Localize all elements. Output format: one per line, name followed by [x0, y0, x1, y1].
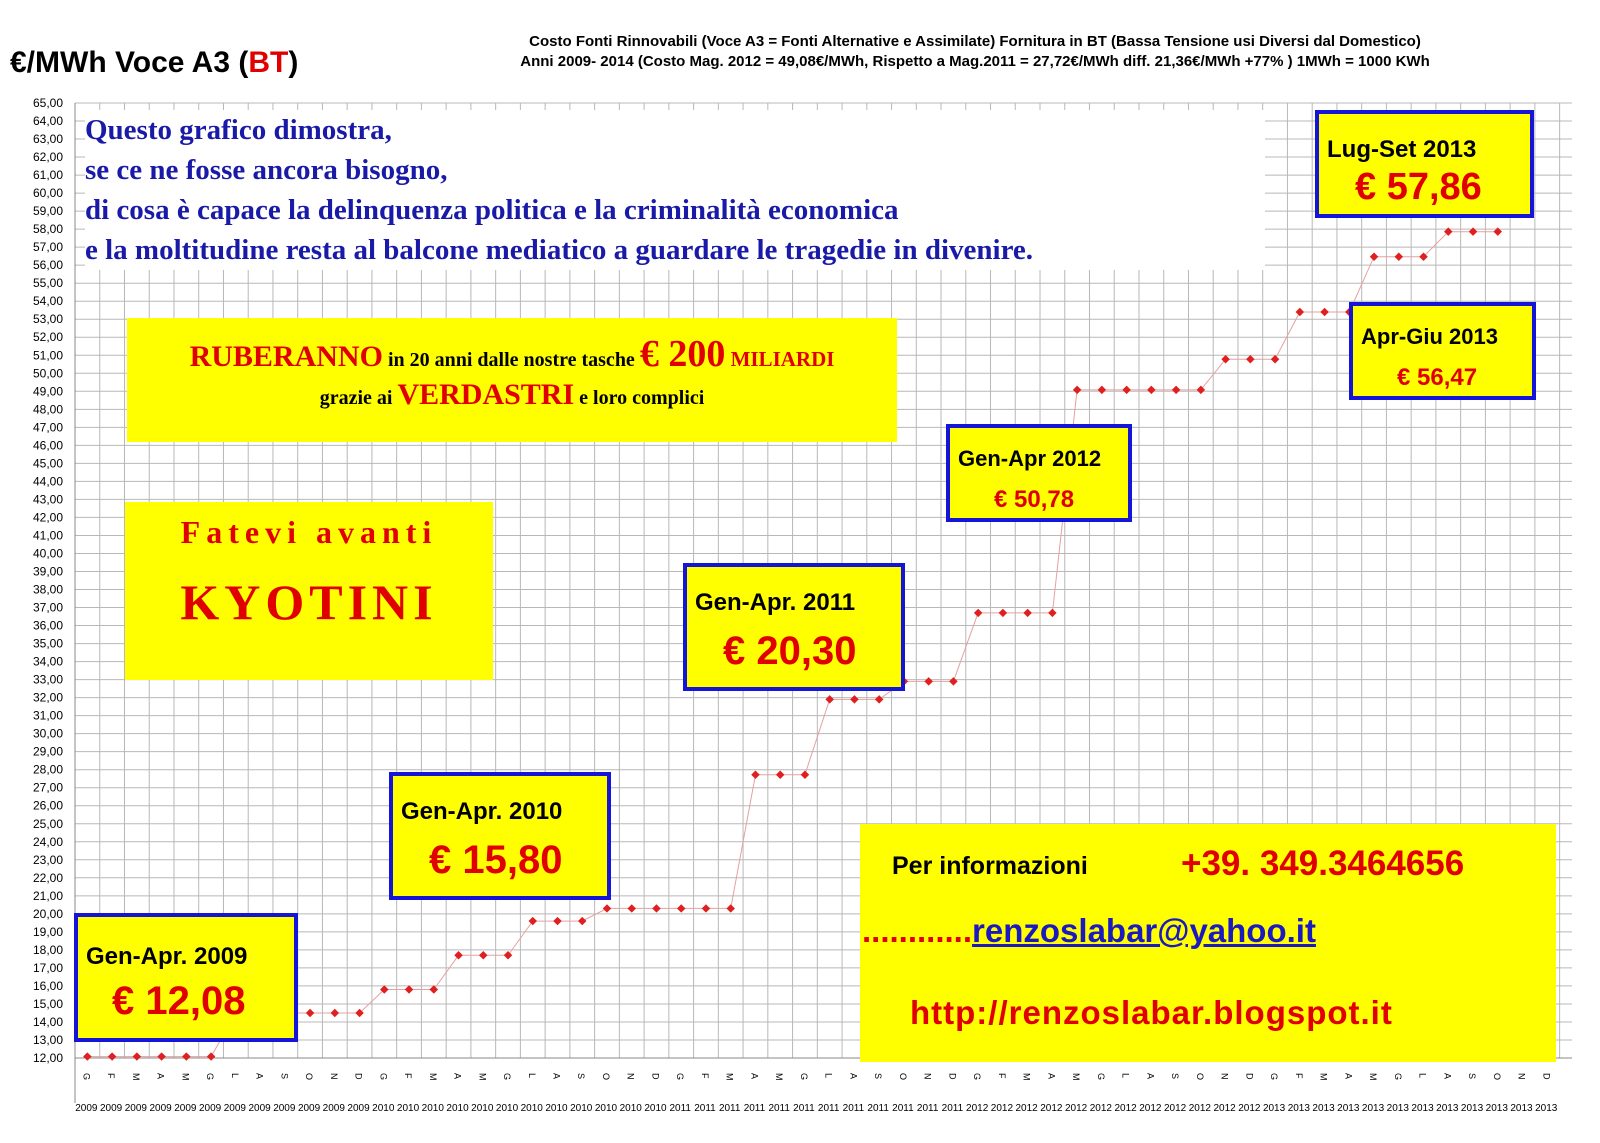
header-line-1: Costo Fonti Rinnovabili (Voce A3 = Fonti Alternative e Assimilate) Fornitura in BT (Bassa Tensione usi Diversi dal Domestico)	[529, 33, 1421, 50]
rubano-w3: € 200	[639, 333, 726, 375]
x-month-label: G	[972, 1073, 983, 1081]
callout-apr-giu-2013	[1349, 302, 1536, 400]
info-dots: ............	[862, 912, 973, 949]
y-tick-label: 29,00	[32, 744, 63, 759]
x-month-label: L	[1120, 1073, 1131, 1079]
x-year-label: 2010	[545, 1103, 568, 1114]
x-year-label: 2012	[1040, 1103, 1063, 1114]
x-month-label: F	[996, 1073, 1007, 1079]
y-tick-label: 37,00	[32, 600, 63, 615]
y-tick-label: 54,00	[32, 294, 63, 309]
x-month-label: M	[1071, 1073, 1082, 1081]
callout-2012	[946, 424, 1132, 522]
title-accent: BT	[248, 46, 289, 79]
callout-label: Apr-Giu 2013	[1361, 324, 1498, 349]
x-year-label: 2010	[372, 1103, 395, 1114]
y-tick-label: 13,00	[32, 1032, 63, 1047]
x-year-label: 2012	[1015, 1103, 1038, 1114]
x-month-label: D	[947, 1073, 958, 1080]
x-year-label: 2011	[743, 1103, 766, 1114]
y-tick-label: 65,00	[32, 96, 63, 110]
chart-title	[10, 46, 298, 80]
x-month-label: G	[798, 1073, 809, 1081]
info-email-line	[862, 912, 1316, 950]
data-point	[83, 1052, 91, 1060]
x-month-label: G	[675, 1073, 686, 1081]
y-tick-label: 50,00	[32, 366, 63, 381]
y-tick-label: 57,00	[32, 240, 63, 255]
data-point	[157, 1052, 165, 1060]
y-tick-label: 55,00	[32, 276, 63, 291]
x-year-label: 2011	[718, 1103, 741, 1114]
x-year-label: 2011	[867, 1103, 889, 1114]
x-month-label: D	[1541, 1073, 1552, 1080]
data-point	[108, 1052, 116, 1060]
x-year-label: 2012	[1238, 1103, 1261, 1114]
y-tick-label: 17,00	[32, 960, 63, 975]
x-year-label: 2010	[644, 1103, 667, 1114]
x-year-label: 2012	[1114, 1103, 1137, 1114]
data-point	[1320, 308, 1328, 316]
x-month-label: A	[1046, 1073, 1057, 1080]
x-year-label: 2012	[966, 1103, 989, 1114]
x-month-label: O	[304, 1073, 315, 1081]
data-point	[553, 917, 561, 925]
data-point	[1296, 308, 1304, 316]
x-year-label: 2010	[421, 1103, 444, 1114]
data-point	[1098, 386, 1106, 394]
x-month-label: A	[1145, 1073, 1156, 1080]
y-tick-label: 34,00	[32, 654, 63, 669]
y-tick-label: 25,00	[32, 816, 63, 831]
x-month-label: G	[378, 1073, 389, 1081]
callout-label: Gen-Apr. 2009	[86, 943, 248, 970]
x-year-label: 2012	[1213, 1103, 1236, 1114]
y-tick-label: 60,00	[32, 186, 63, 201]
x-month-label: M	[130, 1073, 141, 1081]
y-tick-label: 26,00	[32, 798, 63, 813]
x-month-label: M	[1368, 1073, 1379, 1081]
y-tick-label: 16,00	[32, 978, 63, 993]
x-month-label: M	[724, 1073, 735, 1081]
x-month-label: M	[1021, 1073, 1032, 1081]
x-year-label: 2010	[446, 1103, 469, 1114]
data-point	[1073, 386, 1081, 394]
x-year-label: 2012	[1089, 1103, 1112, 1114]
info-phone: +39. 349.3464656	[1181, 844, 1465, 883]
y-tick-label: 32,00	[32, 690, 63, 705]
x-month-label: G	[1269, 1073, 1280, 1081]
y-tick-label: 42,00	[32, 510, 63, 525]
x-year-label: 2010	[396, 1103, 420, 1114]
data-point	[1023, 609, 1031, 617]
y-tick-label: 49,00	[32, 384, 63, 399]
data-point	[726, 904, 734, 912]
x-year-label: 2013	[1312, 1103, 1335, 1114]
header-line-2: Anni 2009- 2014 (Costo Mag. 2012 = 49,08€/MWh, Rispetto a Mag.2011 = 27,72€/MWh diff. 21,36€/MWh +77% ) 1MWh = 1000 KWh	[520, 53, 1430, 70]
x-month-label: A	[155, 1073, 166, 1080]
y-tick-label: 61,00	[32, 168, 63, 183]
kyoto-box	[125, 502, 493, 680]
x-year-label: 2010	[570, 1103, 593, 1114]
x-year-label: 2011	[817, 1103, 840, 1114]
y-tick-label: 41,00	[32, 528, 63, 543]
callout-label: Gen-Apr. 2010	[401, 798, 563, 825]
callout-2010	[389, 772, 611, 900]
title-unit: €/MWh Voce A3 (	[10, 46, 249, 79]
y-tick-label: 48,00	[32, 402, 63, 417]
data-point	[1271, 355, 1279, 363]
callout-value: € 20,30	[723, 629, 857, 673]
x-year-label: 2011	[941, 1103, 964, 1114]
callout-2009	[74, 913, 298, 1042]
data-point	[133, 1052, 141, 1060]
x-month-label: O	[1194, 1073, 1205, 1081]
x-year-label: 2009	[223, 1103, 246, 1114]
rubano-w1: RUBERANNO	[189, 340, 383, 373]
y-tick-label: 38,00	[32, 582, 63, 597]
x-month-label: A	[452, 1073, 463, 1080]
x-year-label: 2009	[347, 1103, 370, 1114]
x-year-label: 2012	[1163, 1103, 1187, 1114]
info-box	[860, 824, 1556, 1062]
y-tick-label: 46,00	[32, 438, 63, 453]
data-point	[405, 985, 413, 993]
x-year-label: 2013	[1485, 1103, 1508, 1114]
data-point	[850, 695, 858, 703]
data-point	[1048, 609, 1056, 617]
x-year-label: 2013	[1436, 1103, 1459, 1114]
x-month-label: A	[1442, 1073, 1453, 1080]
rubano-w5: grazie ai	[319, 387, 398, 409]
y-tick-label: 52,00	[32, 330, 63, 345]
x-year-label: 2013	[1262, 1103, 1286, 1114]
x-year-label: 2012	[1064, 1103, 1088, 1114]
y-tick-label: 64,00	[32, 114, 63, 129]
x-month-label: S	[1467, 1073, 1478, 1080]
callout-lug-set-2013	[1315, 110, 1534, 218]
y-tick-label: 18,00	[32, 942, 63, 957]
info-label: Per informazioni	[892, 852, 1088, 880]
rubano-w4: MILIARDI	[725, 347, 835, 371]
y-tick-label: 58,00	[32, 222, 63, 237]
x-month-label: S	[576, 1073, 587, 1080]
x-month-label: S	[1170, 1073, 1181, 1080]
rubano-box	[127, 318, 897, 442]
email-link[interactable]: renzoslabar@yahoo.it	[972, 912, 1316, 949]
y-tick-label: 15,00	[32, 996, 63, 1011]
x-month-label: D	[1244, 1073, 1255, 1080]
data-point	[999, 609, 1007, 617]
data-point	[1246, 355, 1254, 363]
data-point	[207, 1052, 215, 1060]
rubano-w6: VERDASTRI	[397, 378, 575, 411]
callout-label: Gen-Apr. 2011	[695, 589, 856, 616]
message-line-2: se ce ne fosse ancora bisogno,	[85, 154, 448, 186]
x-month-label: G	[1095, 1073, 1106, 1081]
data-point	[776, 771, 784, 779]
y-tick-label: 59,00	[32, 204, 63, 219]
x-year-label: 2013	[1337, 1103, 1360, 1114]
x-month-label: L	[229, 1073, 240, 1079]
data-point	[578, 917, 586, 925]
data-point	[529, 917, 537, 925]
x-year-label: 2009	[198, 1103, 222, 1114]
data-point	[479, 951, 487, 959]
data-point	[1172, 386, 1180, 394]
x-month-label: M	[180, 1073, 191, 1081]
x-year-label: 2011	[669, 1103, 691, 1114]
data-point	[825, 695, 833, 703]
x-month-label: G	[205, 1073, 216, 1081]
x-month-label: S	[279, 1073, 290, 1080]
y-axis	[33, 96, 75, 1103]
data-point	[1395, 252, 1403, 260]
x-month-label: M	[774, 1073, 785, 1081]
x-year-label: 2009	[149, 1103, 172, 1114]
x-month-label: A	[749, 1073, 760, 1080]
x-year-label: 2012	[1139, 1103, 1162, 1114]
x-year-label: 2012	[1188, 1103, 1211, 1114]
x-month-label: O	[897, 1073, 908, 1081]
data-point	[603, 904, 611, 912]
x-year-label: 2009	[174, 1103, 197, 1114]
rubano-line-2	[127, 378, 897, 412]
x-month-label: F	[106, 1073, 117, 1079]
info-url[interactable]: http://renzoslabar.blogspot.it	[910, 994, 1393, 1031]
x-year-label: 2009	[248, 1103, 271, 1114]
y-tick-label: 44,00	[32, 474, 63, 489]
x-year-label: 2010	[495, 1103, 519, 1114]
x-year-label: 2011	[768, 1103, 790, 1114]
x-year-label: 2013	[1287, 1103, 1310, 1114]
y-tick-label: 36,00	[32, 618, 63, 633]
x-month-label: A	[551, 1073, 562, 1080]
x-year-label: 2010	[520, 1103, 543, 1114]
x-month-label: N	[1219, 1073, 1230, 1080]
x-year-label: 2010	[619, 1103, 642, 1114]
data-point	[627, 904, 635, 912]
x-month-label: F	[699, 1073, 710, 1079]
x-month-label: G	[502, 1073, 513, 1081]
rubano-line-1	[127, 332, 897, 376]
x-month-label: A	[254, 1073, 265, 1080]
rubano-w2: in 20 anni dalle nostre tasche	[382, 349, 640, 371]
x-month-label: N	[922, 1073, 933, 1080]
callout-value: € 56,47	[1397, 364, 1478, 391]
x-year-label: 2009	[124, 1103, 147, 1114]
y-tick-label: 53,00	[32, 312, 63, 327]
x-month-label: A	[1343, 1073, 1354, 1080]
data-point	[751, 771, 759, 779]
data-point	[702, 904, 710, 912]
x-month-label: M	[427, 1073, 438, 1081]
y-tick-label: 43,00	[32, 492, 63, 507]
title-close: )	[288, 46, 299, 79]
data-point	[306, 1009, 314, 1017]
x-year-label: 2009	[297, 1103, 321, 1114]
y-tick-label: 31,00	[32, 708, 63, 723]
data-point	[1370, 252, 1378, 260]
y-tick-label: 56,00	[32, 258, 63, 273]
x-month-label: O	[1491, 1073, 1502, 1081]
message-block	[85, 110, 1265, 270]
y-tick-label: 45,00	[32, 456, 63, 471]
x-year-label: 2013	[1386, 1103, 1409, 1114]
data-point	[949, 677, 957, 685]
x-year-label: 2011	[842, 1103, 865, 1114]
callout-value: € 50,78	[994, 486, 1075, 513]
data-point	[677, 904, 685, 912]
x-year-label: 2009	[322, 1103, 345, 1114]
x-month-label: M	[1318, 1073, 1329, 1081]
x-year-label: 2009	[99, 1103, 123, 1114]
y-tick-label: 33,00	[32, 672, 63, 687]
x-axis	[75, 1058, 1572, 1114]
message-line-4: e la moltitudine resta al balcone mediatico a guardare le tragedie in divenire.	[85, 234, 1034, 266]
callout-label: Lug-Set 2013	[1327, 136, 1477, 163]
x-year-label: 2013	[1361, 1103, 1385, 1114]
message-line-1: Questo grafico dimostra,	[85, 114, 392, 146]
callout-value: € 15,80	[429, 838, 563, 882]
y-tick-label: 19,00	[32, 924, 63, 939]
callout-value: € 12,08	[112, 979, 246, 1023]
x-year-label: 2013	[1460, 1103, 1484, 1114]
kyoto-line-1: Fatevi avanti	[180, 514, 438, 550]
x-month-label: G	[81, 1073, 92, 1081]
x-month-label: N	[625, 1073, 636, 1080]
x-year-label: 2013	[1510, 1103, 1533, 1114]
y-tick-label: 28,00	[32, 762, 63, 777]
data-point	[652, 904, 660, 912]
x-year-label: 2010	[471, 1103, 494, 1114]
kyoto-line-2: KYOTINI	[180, 574, 438, 630]
x-month-label: N	[328, 1073, 339, 1080]
data-point	[1147, 386, 1155, 394]
x-year-label: 2013	[1535, 1103, 1558, 1114]
x-year-label: 2011	[694, 1103, 716, 1114]
y-tick-label: 30,00	[32, 726, 63, 741]
data-point	[331, 1009, 339, 1017]
y-tick-label: 62,00	[32, 150, 63, 165]
y-tick-label: 22,00	[32, 870, 63, 885]
y-tick-label: 21,00	[32, 888, 63, 903]
y-tick-label: 24,00	[32, 834, 63, 849]
x-year-label: 2011	[916, 1103, 939, 1114]
y-tick-label: 39,00	[32, 564, 63, 579]
x-month-label: A	[848, 1073, 859, 1080]
x-month-label: D	[353, 1073, 364, 1080]
y-tick-label: 23,00	[32, 852, 63, 867]
x-month-label: D	[650, 1073, 661, 1080]
x-year-label: 2010	[594, 1103, 618, 1114]
x-month-label: O	[600, 1073, 611, 1081]
y-tick-label: 14,00	[32, 1014, 63, 1029]
data-point	[504, 951, 512, 959]
x-year-label: 2011	[793, 1103, 815, 1114]
x-year-label: 2013	[1411, 1103, 1434, 1114]
callout-value: € 57,86	[1355, 166, 1482, 208]
x-year-label: 2009	[273, 1103, 296, 1114]
rubano-w7: e loro complici	[574, 387, 705, 409]
data-point	[454, 951, 462, 959]
x-month-label: S	[873, 1073, 884, 1080]
y-tick-label: 20,00	[32, 906, 63, 921]
x-year-label: 2009	[75, 1103, 98, 1114]
y-tick-label: 40,00	[32, 546, 63, 561]
x-month-label: L	[1417, 1073, 1428, 1079]
x-month-label: M	[477, 1073, 488, 1081]
x-year-label: 2012	[990, 1103, 1014, 1114]
data-point	[182, 1052, 190, 1060]
data-point	[974, 609, 982, 617]
x-year-label: 2011	[892, 1103, 914, 1114]
data-point	[875, 695, 883, 703]
x-month-label: L	[823, 1073, 834, 1079]
x-month-label: N	[1516, 1073, 1527, 1080]
data-point	[1122, 386, 1130, 394]
y-tick-label: 51,00	[32, 348, 63, 363]
data-point	[924, 677, 932, 685]
x-month-label: F	[403, 1073, 414, 1079]
callout-label: Gen-Apr 2012	[958, 446, 1102, 471]
message-line-3: di cosa è capace la delinquenza politica e la criminalità economica	[85, 194, 899, 226]
data-point	[430, 985, 438, 993]
y-tick-label: 47,00	[32, 420, 63, 435]
y-tick-label: 35,00	[32, 636, 63, 651]
data-point	[801, 771, 809, 779]
y-tick-label: 27,00	[32, 780, 63, 795]
x-month-label: L	[526, 1073, 537, 1079]
y-tick-label: 12,00	[32, 1051, 63, 1065]
y-tick-label: 63,00	[32, 132, 63, 147]
x-month-label: F	[1293, 1073, 1304, 1079]
callout-2011	[683, 563, 905, 691]
x-month-label: G	[1392, 1073, 1403, 1081]
